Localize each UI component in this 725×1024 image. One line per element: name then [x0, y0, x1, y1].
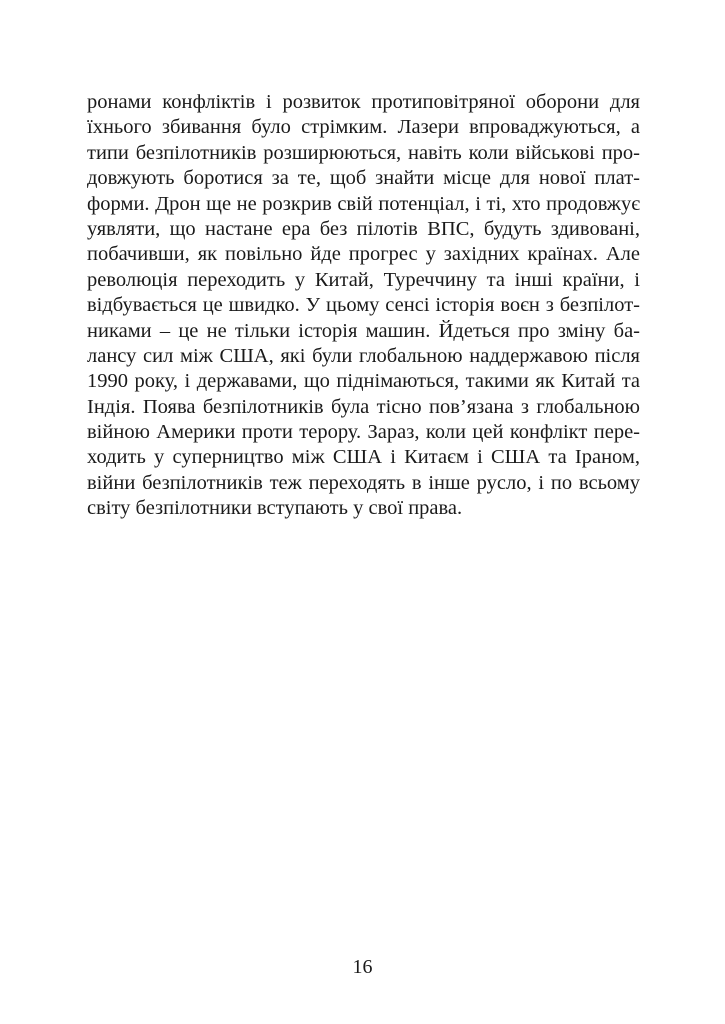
page-number: 16 [352, 956, 373, 978]
text-line: 1990 року, і державами, що піднімаються, такими як Китай та [87, 370, 640, 393]
text-line: революція переходить у Китай, Туреччину та інші країни, і [87, 268, 640, 291]
text-line: їхнього збивання було стрімким. Лазери впроваджуються, а [87, 116, 640, 139]
text-line: війною Америки проти терору. Зараз, коли цей конфлікт пере- [87, 421, 640, 444]
text-line: форми. Дрон ще не розкрив свій потенціал, і ті, хто продовжує [87, 192, 640, 215]
text-line: відбувається це швидко. У цьому сенсі історія воєн з безпілот- [87, 294, 640, 317]
text-line: побачивши, як повільно йде прогрес у західних країнах. Але [87, 243, 640, 266]
body-paragraph [87, 90, 640, 522]
text-line: Індія. Поява безпілотників була тісно пов’язана з глобальною [87, 395, 640, 418]
text-line: типи безпілотників розширюються, навіть коли військові про- [87, 141, 640, 164]
text-line: ронами конфліктів і розвиток протиповітряної оборони для [87, 91, 640, 113]
text-line: ходить у суперництво між США і Китаєм і США та Іраном, [87, 446, 640, 469]
text-line-last: світу безпілотники вступають у свої права. [87, 497, 463, 520]
text-line: лансу сил між США, які були глобальною наддержавою після [87, 344, 640, 367]
text-line: никами – це не тільки історія машин. Йдеться про зміну ба- [87, 319, 640, 342]
text-line: війни безпілотників теж переходять в інше русло, і по всьому [87, 471, 640, 494]
text-line: довжують боротися за те, щоб знайти місце для нової плат- [87, 167, 640, 190]
text-line: уявляти, що настане ера без пілотів ВПС, будуть здивовані, [87, 217, 640, 240]
